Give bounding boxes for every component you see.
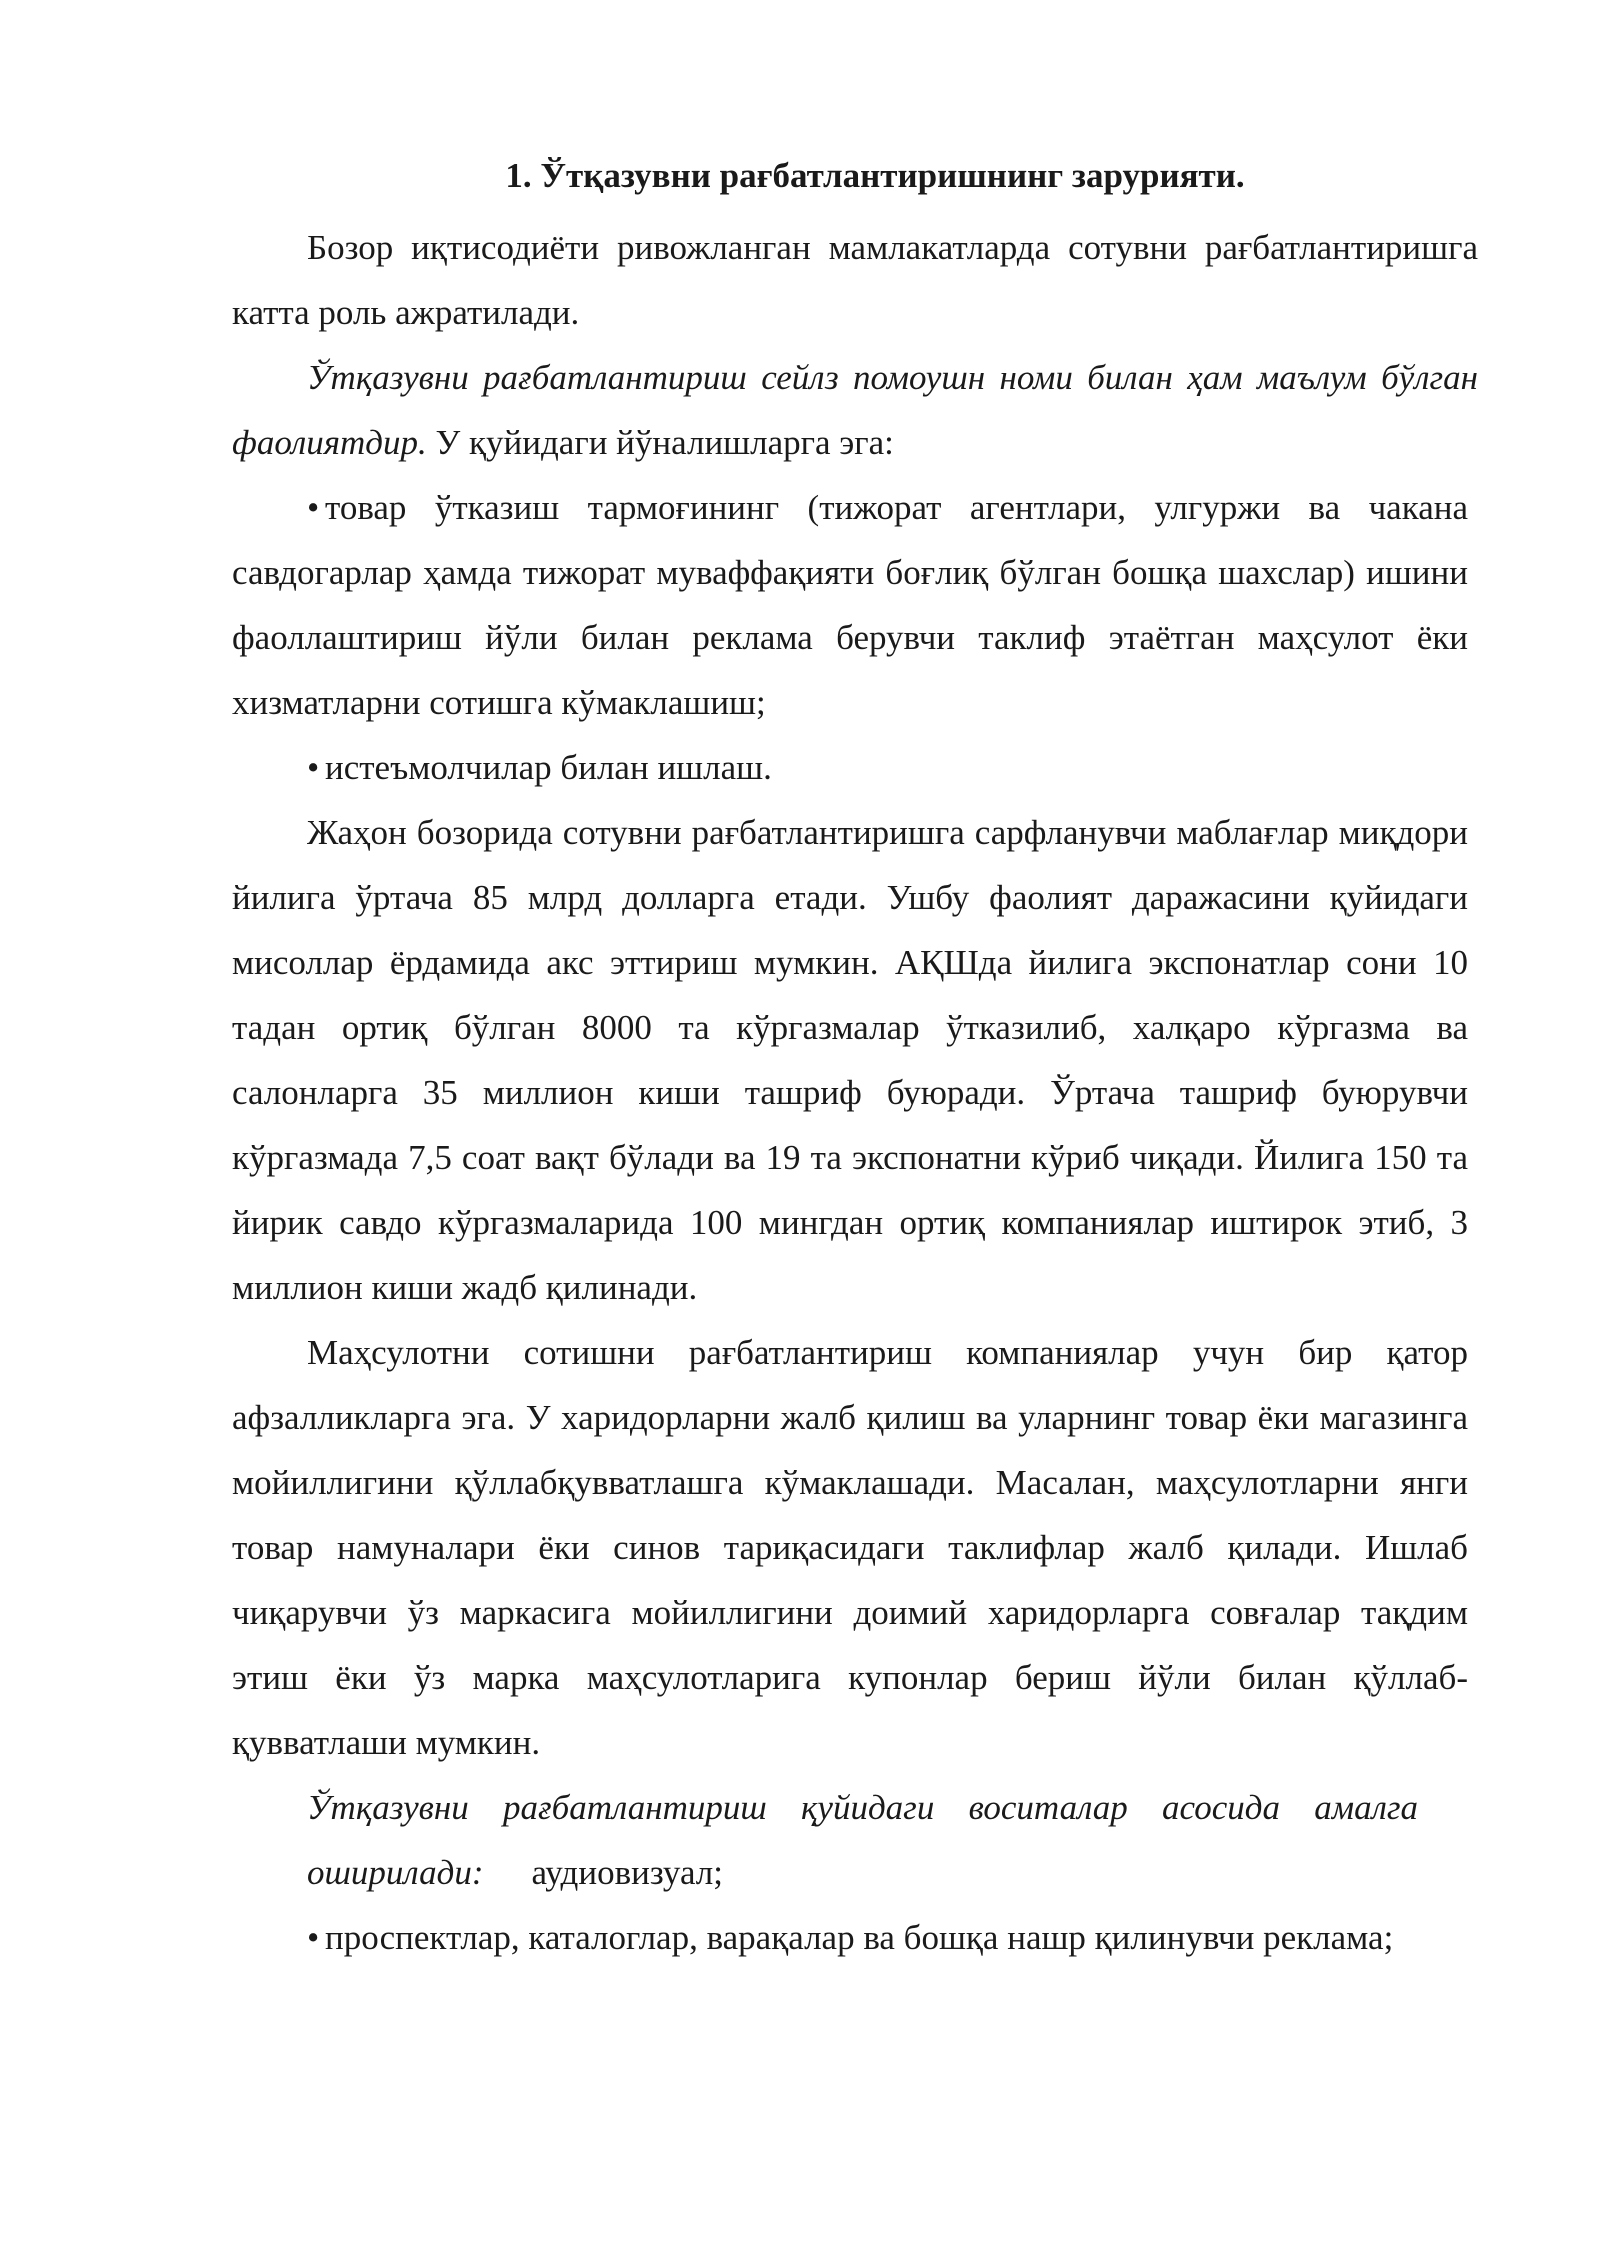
bullet-icon: •	[307, 488, 320, 527]
means-italic-text: Ўтқазувни рағбатлантириш қуйидаги воситалар асосида амалга	[307, 1788, 1418, 1827]
definition-text: У қуйидаги йўналишларга эга:	[426, 423, 894, 462]
list-item-text: товар ўтказиш тармоғининг (тижорат агентлари, улгуржи ва чакана савдогарлар ҳамда тижорат муваффақияти боғлиқ бўлган бошқа шахслар) ишини фаоллаштириш йўли билан реклама берувчи таклиф этаётган маҳсулот ёки хизматларни сотишга кўмаклашиш;	[232, 488, 1468, 722]
paragraph-intro: Бозор иқтисодиёти ривожланган мамлакатларда сотувни рағбатлантиришга катта роль ажратилади.	[232, 228, 1478, 332]
list-item-trade-network	[232, 475, 1478, 735]
paragraph-world-market: Жаҳон бозорида сотувни рағбатлантиришга сарфланувчи маблағлар миқдори йилига ўртача 85 млрд долларга етади. Ушбу фаолият даражасини қуйидаги мисоллар ёрдамида акс эттириш мумкин. АҚШда йилига экспонатлар сони 10 тадан ортиқ бўлган 8000 та кўргазмалар ўтказилиб, халқаро кўргазма ва салонларга 35 миллион киши ташриф буюради. Ўртача ташриф буюрувчи кўргазмада 7,5 соат вақт бўлади ва 19 та экспонатни кўриб чиқади. Йилига 150 та йирик савдо кўргазмаларида 100 мингдан ортиқ компаниялар иштирок этиб, 3 миллион киши жадб қилинади.	[232, 813, 1468, 1307]
bullet-icon: •	[307, 1918, 320, 1957]
paragraph-means-line2	[232, 1840, 1478, 1905]
definition-italic-text: Ўтқазувни рағбатлантириш сейлз помоушн номи билан ҳам маълум бўлган фаолиятдир.	[232, 358, 1478, 462]
paragraph-definition	[232, 345, 1478, 475]
paragraph-advantages: Маҳсулотни сотишни рағбатлантириш компаниялар учун бир қатор афзалликларга эга. У харидорларни жалб қилиш ва уларнинг товар ёки магазинга мойиллигини қўллабқувватлашга кўмаклашади. Масалан, маҳсулотларни янги товар намуналари ёки синов тариқасидаги таклифлар жалб қилади. Ишлаб чиқарувчи ўз маркасига мойиллигини доимий харидорларга совғалар тақдим этиш ёки ўз марка маҳсулотларига купонлар бериш йўли билан қўллаб-қувватлаши мумкин.	[232, 1333, 1468, 1762]
paragraph-means-line1	[232, 1775, 1478, 1840]
section-title: 1. Ўтқазувни рағбатлантиришнинг зарурияти.	[505, 156, 1245, 195]
list-item-consumers	[232, 735, 1478, 800]
means-text: аудиовизуал;	[531, 1853, 723, 1892]
list-item-printed-ads	[232, 1905, 1478, 1970]
means-italic-text-2: оширилади:	[307, 1853, 484, 1892]
list-item-text: проспектлар, каталоглар, варақалар ва бошқа нашр қилинувчи реклама;	[325, 1918, 1394, 1957]
list-item-text: истеъмолчилар билан ишлаш.	[325, 748, 772, 787]
bullet-icon: •	[307, 748, 320, 787]
document-body	[232, 150, 1478, 1970]
